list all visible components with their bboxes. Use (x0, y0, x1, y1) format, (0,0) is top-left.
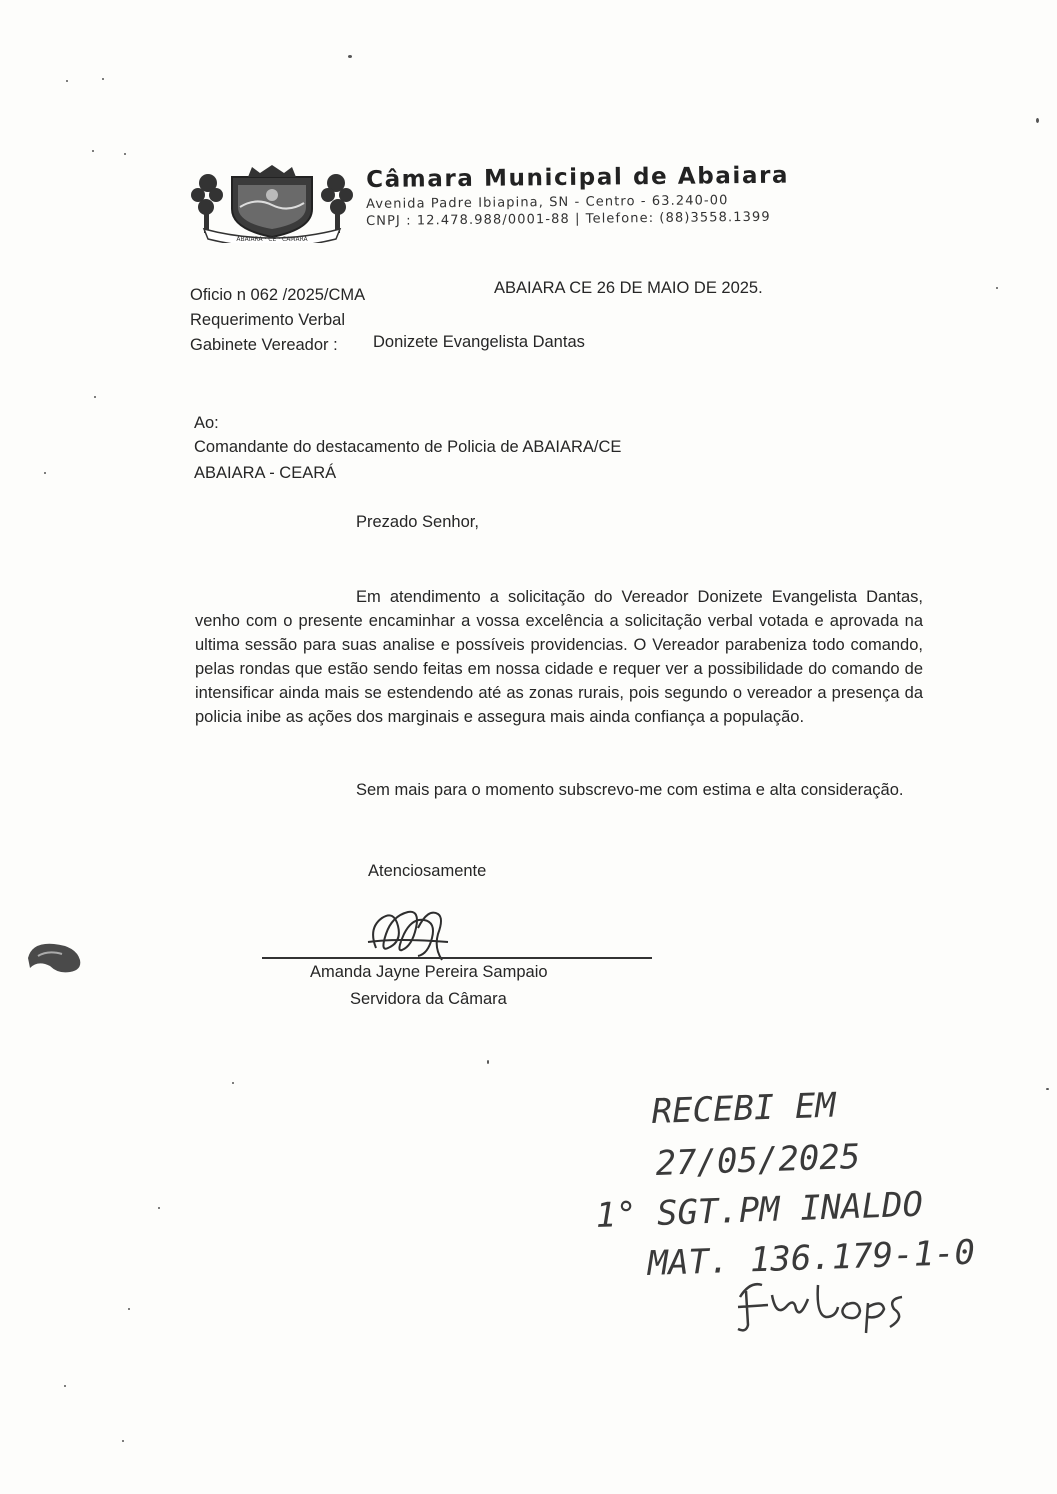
recipient-city: ABAIARA - CEARÁ (194, 464, 337, 482)
office-number: Oficio n 062 /2025/CMA (190, 286, 366, 304)
signatory-role: Servidora da Câmara (350, 990, 507, 1008)
scan-speck (124, 153, 126, 155)
closing-salutation: Atenciosamente (368, 862, 487, 880)
scan-speck (102, 78, 104, 80)
signature-line (262, 957, 652, 959)
scan-speck (487, 1060, 489, 1064)
scan-speck (92, 150, 94, 152)
scan-speck (1046, 1088, 1049, 1090)
punch-hole-mark (24, 940, 84, 976)
receipt-line-1: RECEBI EM (650, 1085, 837, 1132)
scan-speck (158, 1207, 160, 1209)
scan-speck (44, 472, 46, 474)
institution-contact: CNPJ : 12.478.988/0001-88 | Telefone: (88)3558.1399 (366, 209, 771, 229)
request-type: Requerimento Verbal (190, 311, 346, 329)
scan-speck (66, 80, 68, 82)
signatory-name: Amanda Jayne Pereira Sampaio (310, 963, 548, 981)
scan-speck (122, 1440, 124, 1442)
coat-of-arms-icon (186, 163, 358, 243)
receipt-line-2: 27/05/2025 (654, 1136, 861, 1184)
scan-speck (128, 1308, 130, 1310)
cabinet-label: Gabinete Vereador : (190, 336, 338, 354)
scan-speck (996, 287, 998, 289)
scan-speck (1036, 118, 1039, 123)
scan-speck (348, 55, 352, 58)
handwritten-receipt-note (590, 1085, 1020, 1335)
greeting: Prezado Senhor, (356, 513, 479, 531)
scan-speck (232, 1082, 234, 1084)
scan-speck (94, 396, 96, 398)
receipt-line-3: 1° SGT.PM INALDO (594, 1184, 924, 1236)
recipient-title: Comandante do destacamento de Policia de ABAIARA/CE (194, 438, 622, 456)
recipient-to: Ao: (194, 414, 219, 432)
crest-ribbon-text: ABAIARA · CE · CAMARA (236, 236, 308, 243)
cabinet-name: Donizete Evangelista Dantas (373, 333, 585, 351)
signature-scribble (358, 898, 458, 966)
receipt-signature (738, 1284, 902, 1333)
paragraph-request: Em atendimento a solicitação do Vereador Donizete Evangelista Dantas, venho com o presente encaminhar a vossa excelência a solicitação verbal votada e aprovada na ultima sessão para suas analise e possíveis providencias. O Vereador parabeniza todo comando, pelas rondas que estão sendo feitas em nossa cidade e requer ver a possibilidade do comando de intensificar ainda mais se estendendo até as zonas rurais, pois segundo o vereador a presença da policia inibe as ações dos marginais e assegura mais ainda confiança a população. (195, 588, 923, 726)
institution-name: Câmara Municipal de Abaiara (366, 162, 790, 193)
place-date: ABAIARA CE 26 DE MAIO DE 2025. (494, 279, 763, 297)
scan-speck (64, 1385, 66, 1387)
institution-address: Avenida Padre Ibiapina, SN - Centro - 63.240-00 (366, 193, 729, 212)
paragraph-closing: Sem mais para o momento subscrevo-me com estima e alta consideração. (356, 781, 904, 799)
receipt-line-4: MAT. 136.179-1-0 (646, 1232, 976, 1284)
